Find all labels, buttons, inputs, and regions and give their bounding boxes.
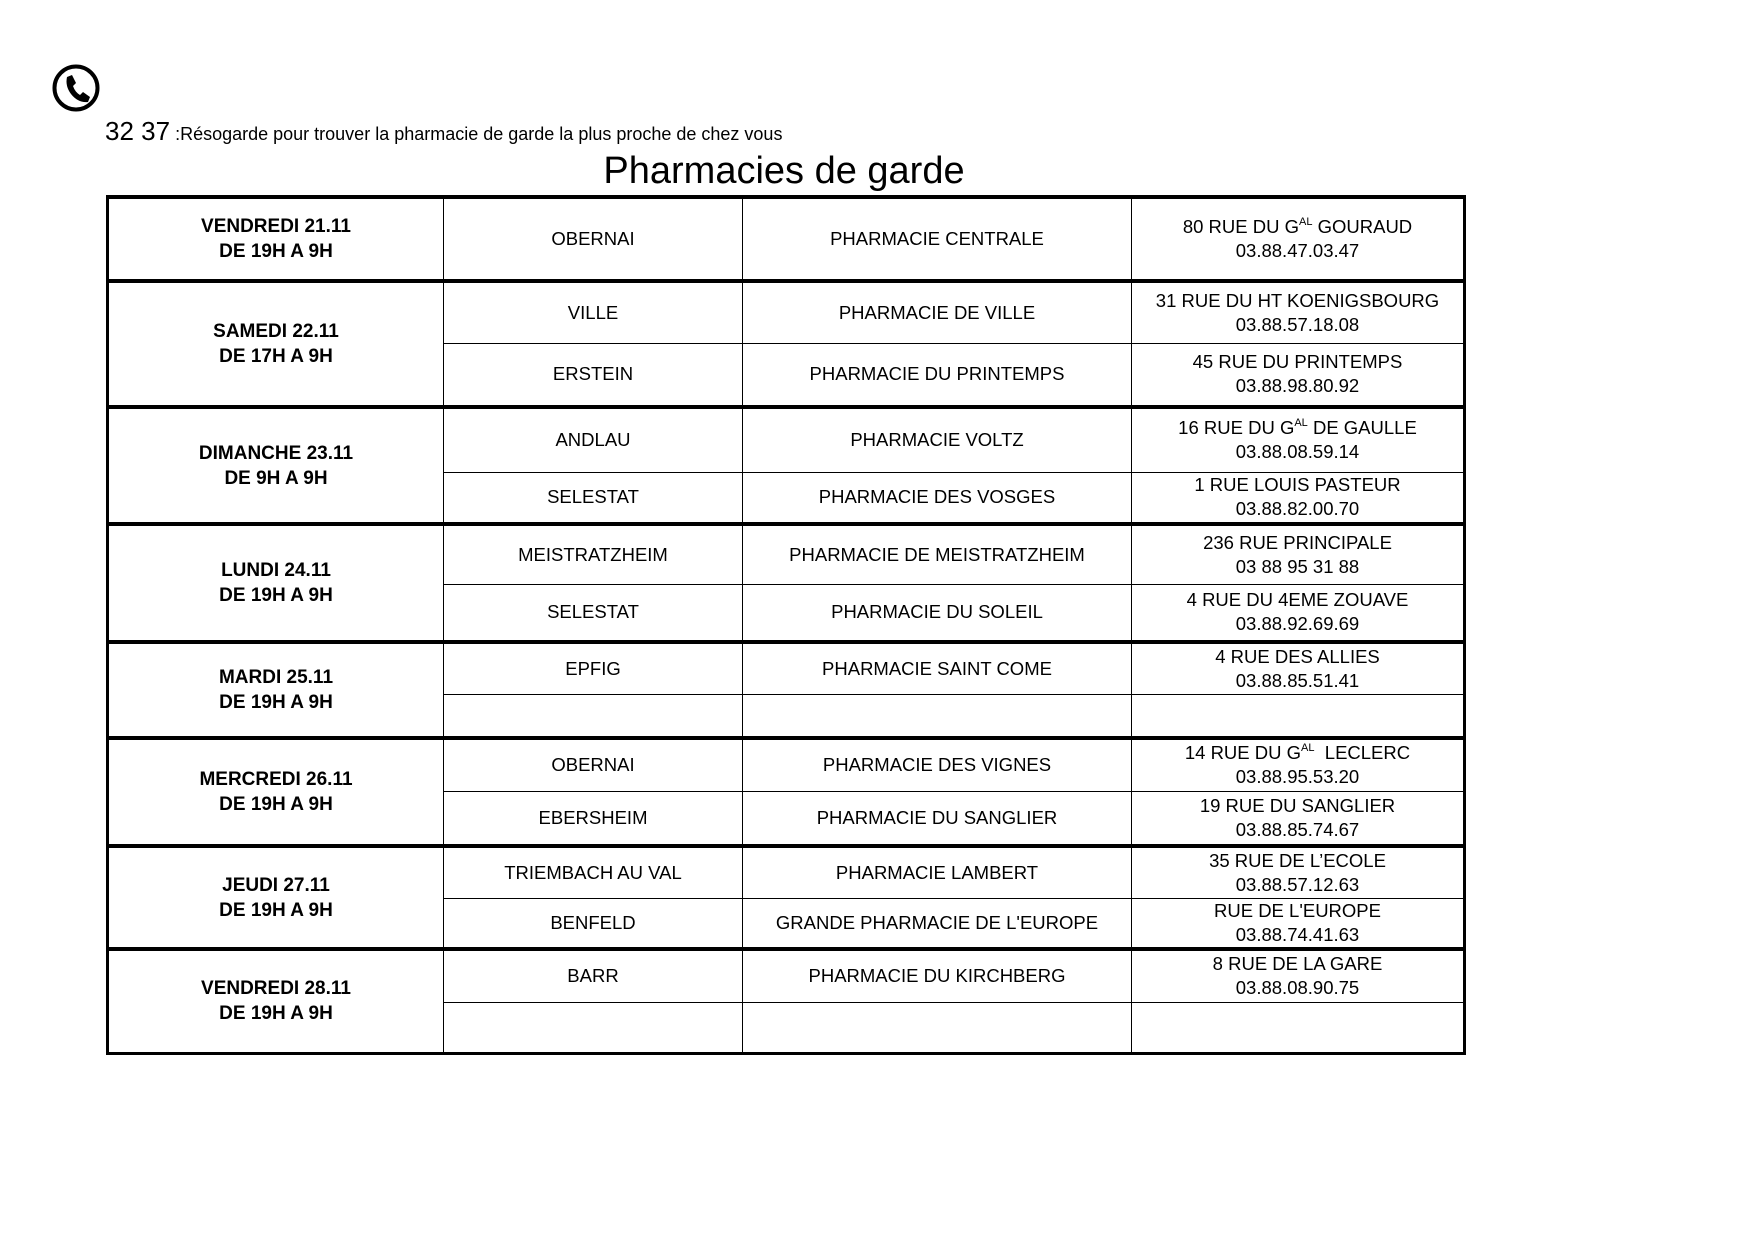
day-cell — [108, 524, 444, 642]
day-label: LUNDI 24.11 — [221, 560, 331, 581]
hotline-info — [105, 116, 782, 147]
address-line — [1194, 474, 1400, 495]
day-cell — [108, 642, 444, 738]
pharmacy-cell: PHARMACIE LAMBERT — [743, 846, 1132, 898]
phone-number: 03.88.95.53.20 — [1235, 766, 1360, 788]
pharmacy-cell: GRANDE PHARMACIE DE L'EUROPE — [743, 898, 1132, 949]
address-line — [1215, 646, 1380, 667]
address-text: 236 RUE PRINCIPALE — [1203, 531, 1392, 553]
address-cell — [1132, 694, 1465, 738]
pharmacy-cell: PHARMACIE SAINT COME — [743, 642, 1132, 694]
phone-number: 03.88.85.51.41 — [1235, 669, 1360, 691]
address-cell — [1132, 898, 1465, 949]
table-row — [108, 846, 1465, 898]
town-cell: ANDLAU — [444, 407, 743, 472]
address-cell — [1132, 524, 1465, 584]
address-text: 4 RUE DES ALLIES — [1215, 645, 1380, 667]
town-cell: EBERSHEIM — [444, 791, 743, 846]
address-line — [1193, 351, 1403, 372]
hours-label: DE 19H A 9H — [219, 794, 333, 815]
town-cell: SELESTAT — [444, 472, 743, 524]
address-text: 31 RUE DU HT KOENIGSBOURG — [1155, 289, 1440, 311]
day-cell — [108, 738, 444, 846]
day-cell — [108, 197, 444, 281]
address-text-end: LECLERC — [1314, 742, 1411, 764]
town-cell: BENFELD — [444, 898, 743, 949]
day-label: MERCREDI 26.11 — [199, 769, 353, 790]
hours-label: DE 19H A 9H — [219, 585, 333, 606]
town-cell — [444, 694, 743, 738]
phone-number: 03.88.92.69.69 — [1235, 613, 1360, 635]
phone-number: 03.88.85.74.67 — [1235, 818, 1360, 840]
town-cell: MEISTRATZHEIM — [444, 524, 743, 584]
phone-number: 03.88.57.18.08 — [1235, 313, 1360, 335]
address-text: 45 RUE DU PRINTEMPS — [1192, 351, 1403, 373]
day-label: MARDI 25.11 — [218, 667, 334, 688]
address-line — [1183, 216, 1412, 237]
address-line — [1213, 953, 1383, 974]
phone-icon — [52, 64, 100, 112]
hours-label: DE 17H A 9H — [219, 346, 333, 367]
day-label: SAMEDI 22.11 — [213, 321, 339, 342]
hours-label: DE 19H A 9H — [219, 241, 333, 262]
address-line — [1178, 417, 1417, 438]
address-text: 8 RUE DE LA GARE — [1212, 953, 1383, 975]
table-row — [108, 407, 1465, 472]
pharmacy-cell: PHARMACIE CENTRALE — [743, 197, 1132, 281]
town-cell — [444, 1002, 743, 1053]
table-row — [108, 738, 1465, 791]
town-cell: ERSTEIN — [444, 343, 743, 407]
day-cell — [108, 281, 444, 407]
address-text: 35 RUE DE L’ECOLE — [1209, 849, 1386, 871]
address-cell — [1132, 738, 1465, 791]
pharmacy-cell: PHARMACIE DU SANGLIER — [743, 791, 1132, 846]
phone-number: 03.88.47.03.47 — [1235, 240, 1360, 261]
pharmacy-cell: PHARMACIE DU KIRCHBERG — [743, 949, 1132, 1002]
table-row — [108, 281, 1465, 343]
phone-number: 03.88.98.80.92 — [1235, 375, 1360, 397]
pharmacy-cell: PHARMACIE VOLTZ — [743, 407, 1132, 472]
address-cell — [1132, 642, 1465, 694]
pharmacy-cell: PHARMACIE DES VOSGES — [743, 472, 1132, 524]
pharmacy-cell: PHARMACIE DU SOLEIL — [743, 584, 1132, 642]
address-line — [1185, 742, 1410, 763]
page-title: Pharmacies de garde — [603, 150, 965, 192]
phone-number: 03.88.08.90.75 — [1235, 977, 1360, 999]
town-cell: BARR — [444, 949, 743, 1002]
town-cell: VILLE — [444, 281, 743, 343]
address-line — [1156, 290, 1439, 311]
address-cell — [1132, 846, 1465, 898]
address-cell — [1132, 1002, 1465, 1053]
address-line — [1203, 532, 1392, 553]
address-text-end: GOURAUD — [1312, 216, 1413, 237]
pharmacy-cell — [743, 694, 1132, 738]
address-cell — [1132, 472, 1465, 524]
address-text-end: DE GAULLE — [1307, 417, 1417, 439]
address-cell — [1132, 343, 1465, 407]
address-cell — [1132, 407, 1465, 472]
address-cell — [1132, 584, 1465, 642]
table-row — [108, 524, 1465, 584]
day-cell — [108, 846, 444, 949]
town-cell: EPFIG — [444, 642, 743, 694]
address-line — [1200, 795, 1395, 816]
pharmacy-cell: PHARMACIE DE VILLE — [743, 281, 1132, 343]
phone-number: 03 88 95 31 88 — [1235, 555, 1360, 577]
day-label: DIMANCHE 23.11 — [198, 442, 354, 464]
phone-number: 03.88.82.00.70 — [1235, 498, 1360, 520]
phone-number: 03.88.57.12.63 — [1235, 873, 1360, 895]
day-cell — [108, 949, 444, 1053]
hotline-number: 32 37 — [105, 116, 171, 146]
table-row — [108, 949, 1465, 1002]
town-cell: OBERNAI — [444, 738, 743, 791]
address-superscript: AL — [1299, 216, 1313, 228]
address-cell — [1132, 949, 1465, 1002]
phone-number: 03.88.74.41.63 — [1235, 923, 1360, 945]
hours-label: DE 19H A 9H — [219, 692, 333, 713]
pharmacy-cell: PHARMACIE DES VIGNES — [743, 738, 1132, 791]
phone-number: 03.88.08.59.14 — [1235, 441, 1360, 463]
address-line — [1214, 900, 1381, 921]
address-text: RUE DE L'EUROPE — [1214, 899, 1381, 921]
table-row — [108, 197, 1465, 281]
table-row — [108, 642, 1465, 694]
address-cell — [1132, 281, 1465, 343]
town-cell: SELESTAT — [444, 584, 743, 642]
address-cell — [1132, 197, 1465, 281]
address-text: 80 RUE DU G — [1182, 216, 1299, 237]
schedule-table — [106, 195, 1466, 1055]
pharmacy-cell: PHARMACIE DE MEISTRATZHEIM — [743, 524, 1132, 584]
address-line — [1209, 850, 1386, 871]
pharmacy-cell — [743, 1002, 1132, 1053]
address-text: 16 RUE DU G — [1178, 417, 1295, 439]
address-text: 4 RUE DU 4EME ZOUAVE — [1186, 589, 1409, 611]
address-line — [1187, 589, 1409, 610]
day-label: JEUDI 27.11 — [222, 874, 330, 896]
town-cell: TRIEMBACH AU VAL — [444, 846, 743, 898]
address-superscript: AL — [1294, 417, 1308, 430]
day-label: VENDREDI 21.11 — [201, 216, 351, 237]
hours-label: DE 19H A 9H — [219, 1003, 333, 1025]
hours-label: DE 9H A 9H — [224, 467, 328, 489]
day-cell — [108, 407, 444, 524]
town-cell: OBERNAI — [444, 197, 743, 281]
day-label: VENDREDI 28.11 — [201, 978, 351, 1000]
address-cell — [1132, 791, 1465, 846]
address-text: 14 RUE DU G — [1184, 742, 1302, 764]
address-superscript: AL — [1301, 742, 1315, 755]
address-text: 19 RUE DU SANGLIER — [1199, 794, 1396, 816]
address-text: 1 RUE LOUIS PASTEUR — [1194, 474, 1401, 496]
hotline-text: :Résogarde pour trouver la pharmacie de garde la plus proche de chez vous — [170, 124, 783, 144]
hours-label: DE 19H A 9H — [219, 899, 333, 921]
pharmacy-cell: PHARMACIE DU PRINTEMPS — [743, 343, 1132, 407]
